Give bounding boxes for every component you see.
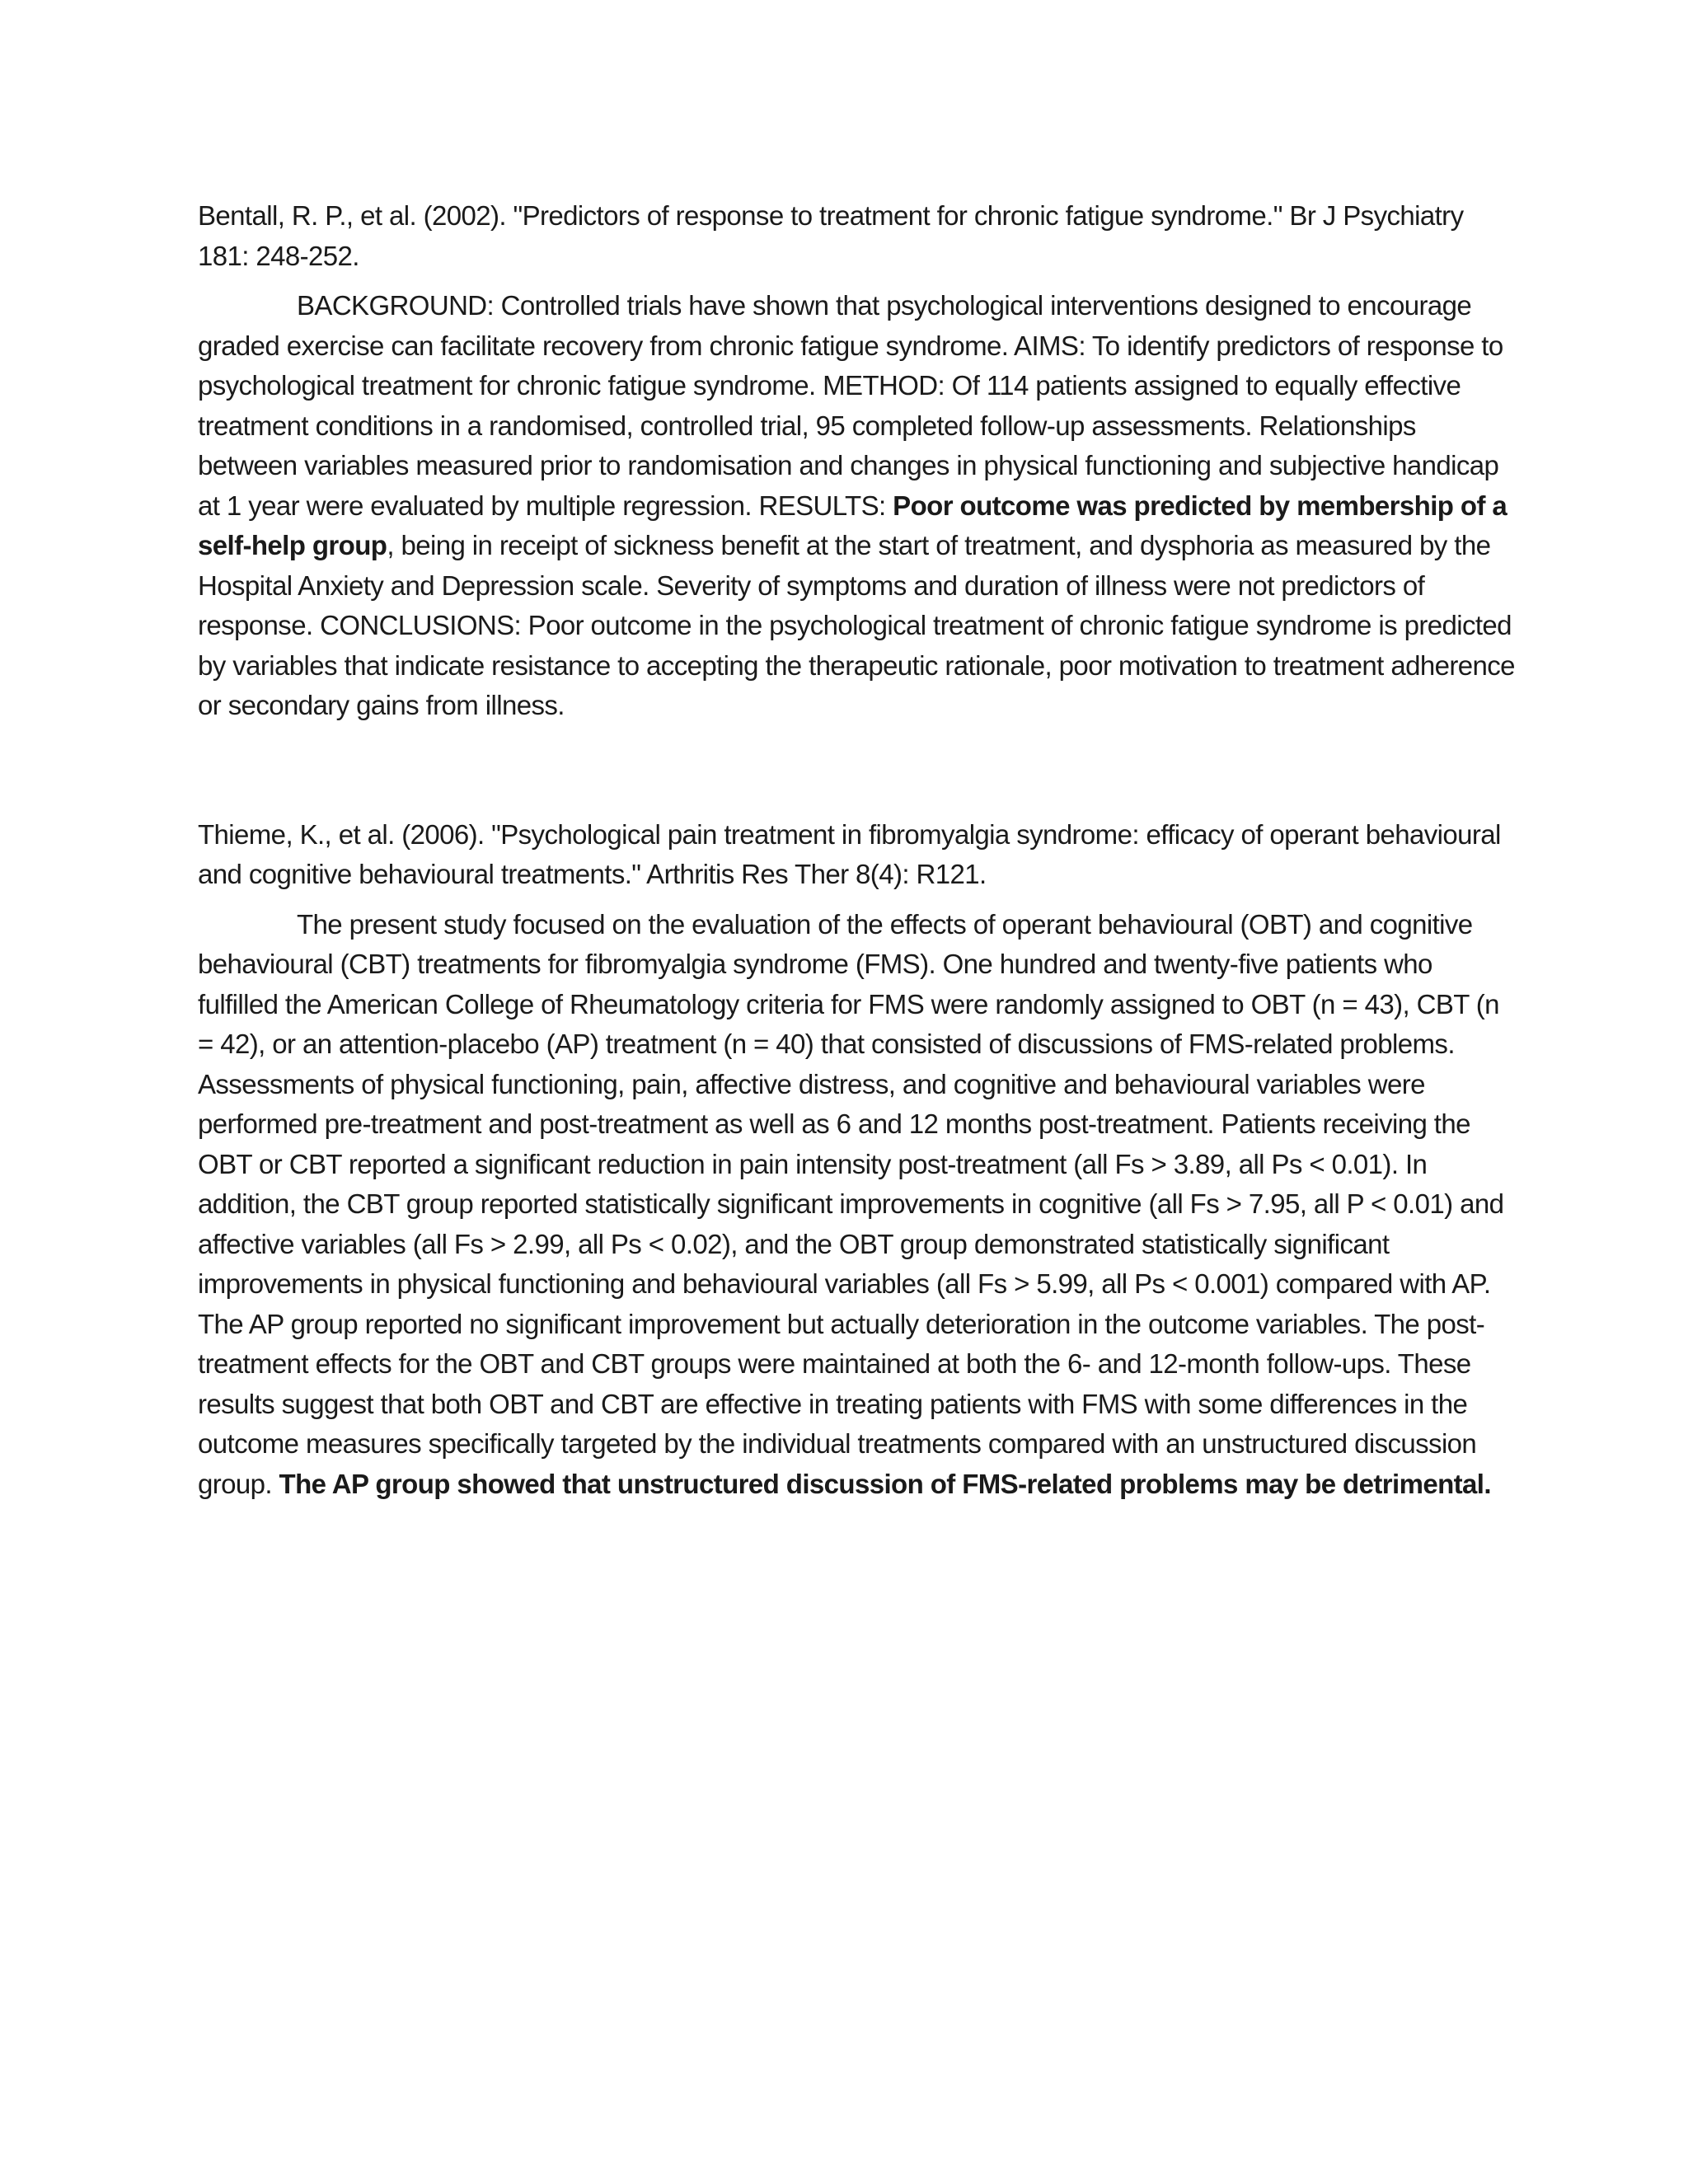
abstract-bentall xyxy=(198,286,1517,726)
reference-entry-thieme xyxy=(198,815,1517,1505)
abstract-text: BACKGROUND: Controlled trials have shown that psychological interventions designed to encourage graded exercise can facilitate recovery from chronic fatigue syndrome. AIMS: To identify predictors of response to psychological treatment for chronic fatigue syndrome. METHOD: Of 114 patients assigned to equally effective treatment conditions in a randomised, controlled trial, 95 completed follow-up assessments. Relationships between variables measured prior to randomisation and changes in physical functioning and subjective handicap at 1 year were evaluated by multiple regression. RESULTS: xyxy=(198,290,1503,521)
entry-spacer xyxy=(198,726,1517,815)
citation-bentall: Bentall, R. P., et al. (2002). "Predictors of response to treatment for chronic fatigue syndrome." Br J Psychiatry 181: 248-252. xyxy=(198,200,1464,271)
abstract-text: The present study focused on the evaluation of the effects of operant behavioural (OBT) and cognitive behavioural (CBT) treatments for fibromyalgia syndrome (FMS). One hundred and twenty-five patients who fulfilled the American College of Rheumatology criteria for FMS were randomly assigned to OBT (n = 43), CBT (n = 42), or an attention-placebo (AP) treatment (n = 40) that consisted of discussions of FMS-related problems. Assessments of physical functioning, pain, affective distress, and cognitive and behavioural variables were performed pre-treatment and post-treatment as well as 6 and 12 months post-treatment. Patients receiving the OBT or CBT reported a significant reduction in pain intensity post-treatment (all Fs > 3.89, all Ps < 0.01). In addition, the CBT group reported statistically significant improvements in cognitive (all Fs > 7.95, all P < 0.01) and affective variables (all Fs > 2.99, all Ps < 0.02), and the OBT group demonstrated statistically significant improvements in physical functioning and behavioural variables (all Fs > 5.99, all Ps < 0.001) compared with AP. The AP group reported no significant improvement but actually deterioration in the outcome variables. The post-treatment effects for the OBT and CBT groups were maintained at both the 6- and 12-month follow-ups. These results suggest that both OBT and CBT are effective in treating patients with FMS with some differences in the outcome measures specifically targeted by the individual treatments compared with an unstructured discussion group. xyxy=(198,908,1504,1499)
abstract-highlight: Poor outcome was predicted by membership of a self-help group xyxy=(198,490,1507,560)
reference-entry-bentall xyxy=(198,196,1517,726)
document-content xyxy=(198,196,1517,1504)
abstract-highlight: The AP group showed that unstructured discussion of FMS-related problems may be detrimental. xyxy=(279,1468,1491,1499)
abstract-thieme xyxy=(198,905,1517,1505)
abstract-text: , being in receipt of sickness benefit at the start of treatment, and dysphoria as measured by the Hospital Anxiety and Depression scale. Severity of symptoms and duration of illness were not predictors of response. CONCLUSIONS: Poor outcome in the psychological treatment of chronic fatigue syndrome is predicted by variables that indicate resistance to accepting the therapeutic rationale, poor motivation to treatment adherence or secondary gains from illness. xyxy=(198,530,1515,720)
citation-thieme: Thieme, K., et al. (2006). "Psychological pain treatment in fibromyalgia syndrome: efficacy of operant behavioural and cognitive behavioural treatments." Arthritis Res Ther 8(4): R121. xyxy=(198,818,1501,889)
